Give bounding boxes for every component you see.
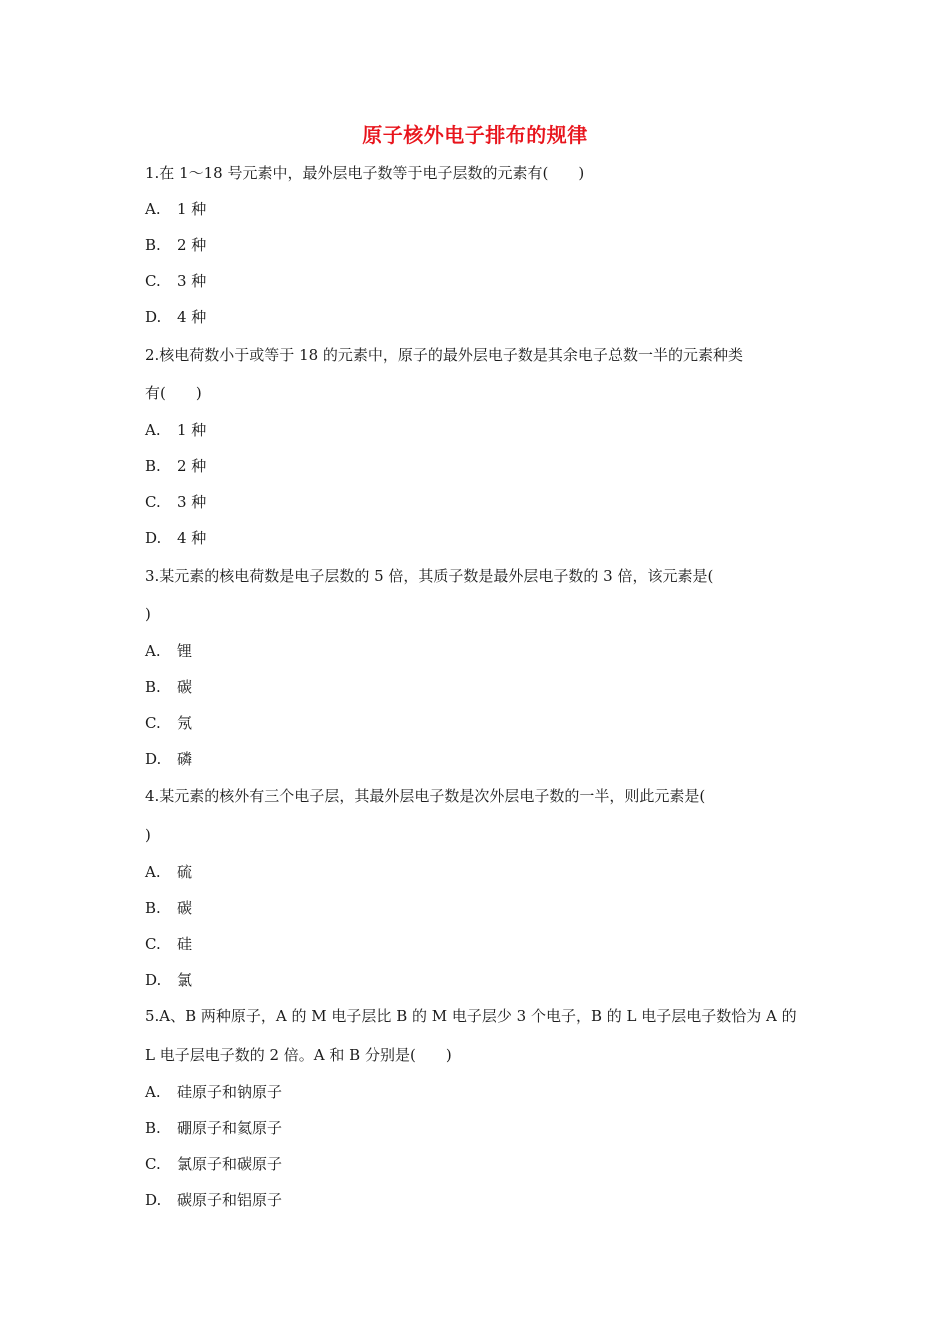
question-3-option-d (145, 749, 192, 769)
option-text: 硫 (177, 863, 193, 881)
option-letter: A. (145, 863, 161, 881)
option-text: 2 种 (177, 236, 207, 254)
option-letter: A. (145, 1083, 161, 1101)
option-letter: C. (145, 1155, 161, 1173)
option-letter: C. (145, 935, 161, 953)
question-5-option-c (145, 1154, 282, 1174)
question-3-stem-line-1: 3.某元素的核电荷数是电子层数的 5 倍，其质子数是最外层电子数的 3 倍，该元素是( (145, 567, 714, 585)
question-4-option-c (145, 934, 192, 954)
question-1-option-b (145, 235, 206, 255)
question-5-option-b (145, 1118, 282, 1138)
option-letter: B. (145, 457, 161, 475)
option-text: 1 种 (177, 200, 207, 218)
option-text: 4 种 (177, 308, 207, 326)
option-letter: D. (145, 1191, 162, 1209)
option-text: 1 种 (177, 421, 207, 439)
option-text: 硅 (177, 935, 193, 953)
option-letter: D. (145, 308, 162, 326)
option-text: 2 种 (177, 457, 207, 475)
question-2-option-d (145, 528, 206, 548)
question-3-option-c (145, 713, 192, 733)
option-text: 3 种 (177, 493, 207, 511)
question-2-option-b (145, 456, 206, 476)
option-letter: C. (145, 493, 161, 511)
question-1-option-d (145, 307, 206, 327)
question-5-option-d (145, 1190, 282, 1210)
question-5-stem-line-2: L 电子层电子数的 2 倍。A 和 B 分别是( ) (145, 1046, 452, 1064)
option-letter: B. (145, 678, 161, 696)
question-4-option-d (145, 970, 192, 990)
option-text: 硅原子和钠原子 (177, 1083, 283, 1101)
option-text: 碳 (177, 678, 193, 696)
question-3-stem-line-2: ) (145, 605, 151, 623)
option-text: 锂 (177, 642, 193, 660)
option-text: 氯原子和碳原子 (177, 1155, 283, 1173)
option-text: 4 种 (177, 529, 207, 547)
question-4-stem-line-1: 4.某元素的核外有三个电子层，其最外层电子数是次外层电子数的一半，则此元素是( (145, 787, 706, 805)
option-text: 3 种 (177, 272, 207, 290)
option-letter: D. (145, 529, 162, 547)
option-letter: D. (145, 750, 162, 768)
question-2-option-a (145, 420, 206, 440)
option-text: 硼原子和氦原子 (177, 1119, 283, 1137)
question-2-stem-line-2: 有( ) (145, 384, 202, 402)
option-letter: C. (145, 272, 161, 290)
question-3-option-b (145, 677, 192, 697)
option-text: 碳原子和铝原子 (177, 1191, 283, 1209)
question-3-option-a (145, 641, 192, 661)
option-letter: A. (145, 421, 161, 439)
option-letter: D. (145, 971, 162, 989)
question-2-option-c (145, 492, 206, 512)
question-4-option-a (145, 862, 192, 882)
question-1-option-c (145, 271, 206, 291)
document-title: 原子核外电子排布的规律 (362, 123, 588, 147)
option-text: 磷 (177, 750, 193, 768)
option-letter: A. (145, 642, 161, 660)
question-5-option-a (145, 1082, 282, 1102)
option-letter: A. (145, 200, 161, 218)
option-letter: C. (145, 714, 161, 732)
option-text: 氯 (177, 971, 193, 989)
option-text: 碳 (177, 899, 193, 917)
question-4-stem-line-2: ) (145, 826, 151, 844)
question-4-option-b (145, 898, 192, 918)
option-text: 氖 (177, 714, 193, 732)
option-letter: B. (145, 899, 161, 917)
option-letter: B. (145, 236, 161, 254)
option-letter: B. (145, 1119, 161, 1137)
question-1-stem: 1.在 1～18 号元素中，最外层电子数等于电子层数的元素有( ) (145, 164, 585, 182)
question-1-option-a (145, 199, 206, 219)
question-5-stem-line-1: 5.A、B 两种原子，A 的 M 电子层比 B 的 M 电子层少 3 个电子，B 的 L 电子层电子数恰为 A 的 (145, 1007, 797, 1025)
question-2-stem-line-1: 2.核电荷数小于或等于 18 的元素中，原子的最外层电子数是其余电子总数一半的元素种类 (145, 346, 743, 364)
